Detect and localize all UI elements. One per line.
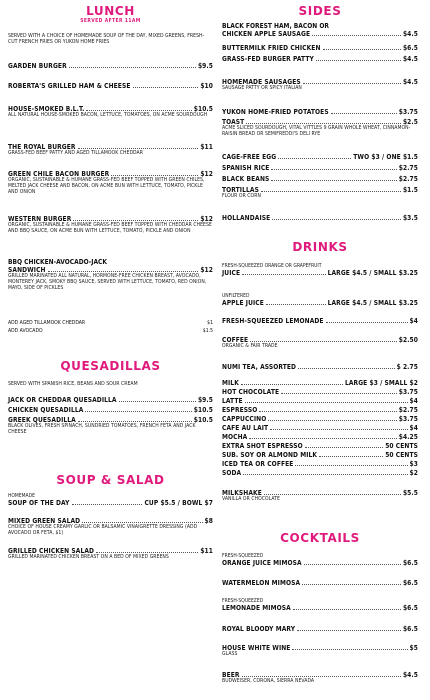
item-name: LEMONADE MIMOSA bbox=[222, 604, 291, 612]
menu-item-soup-of-the-day bbox=[8, 493, 213, 507]
item-description: SAUSAGE PATTY OR SPICY ITALIAN bbox=[222, 85, 302, 91]
side-buttermilk-chicken bbox=[222, 44, 418, 52]
item-name-line1: BBQ CHICKEN-AVOCADO-JACK bbox=[8, 258, 108, 266]
item-price: $5.5 bbox=[402, 489, 418, 497]
item-prefix: FRESH-SQUEEZED ORANGE OR GRAPEFRUIT bbox=[222, 263, 322, 269]
lunch-intro: SERVED WITH A CHOICE OF HOMEMADE SOUP OF THE DAY, MIXED GREENS, FRESH-CUT FRENCH FRIES OR YUKON HOME FRIES bbox=[8, 33, 205, 46]
item-name: FRESH-SQUEEZED LEMONADE bbox=[222, 317, 324, 325]
cocktail-house-white-wine bbox=[222, 644, 418, 658]
item-price: $3.75 bbox=[398, 415, 418, 423]
item-price: $10.5 bbox=[193, 416, 213, 424]
item-name: GARDEN BURGER bbox=[8, 62, 67, 70]
item-name: GREEN CHILE BACON BURGER bbox=[8, 170, 110, 178]
item-name: HOT CHOCOLATE bbox=[222, 388, 280, 396]
menu-item-garden-burger bbox=[8, 62, 213, 70]
item-prefix: HOMEMADE bbox=[8, 493, 35, 499]
item-price: $3.75 bbox=[398, 108, 418, 116]
drinks-heading: DRINKS bbox=[292, 240, 348, 254]
item-name: BEER bbox=[222, 671, 240, 679]
item-description: GRILLED MARINATED CHICKEN BREAST ON A BED OF MIXED GREENS bbox=[8, 554, 169, 560]
item-name: GREEK QUESADILLA bbox=[8, 416, 76, 424]
item-price: $2.5 bbox=[402, 118, 418, 126]
item-price: 50 CENTS bbox=[385, 442, 418, 450]
menu-item-green-chile-burger bbox=[8, 170, 213, 196]
item-name: YUKON HOME-FRIED POTATOES bbox=[222, 108, 329, 116]
drink-extra-shot bbox=[222, 442, 418, 450]
item-price: $4 bbox=[409, 397, 418, 405]
item-name: THE ROYAL BURGER bbox=[8, 143, 76, 151]
item-price: $ 2.75 bbox=[396, 363, 418, 371]
item-name: ORANGE JUICE MIMOSA bbox=[222, 559, 302, 567]
item-price: TWO $3 / ONE $1.5 bbox=[353, 153, 418, 161]
item-name: NUMI TEA, ASSORTED bbox=[222, 363, 297, 371]
menu-item-greek-quesadilla bbox=[8, 416, 213, 436]
item-price: $6.5 bbox=[402, 604, 418, 612]
addon-name: ADD AVOCADO bbox=[8, 328, 43, 334]
item-price: $1.5 bbox=[402, 186, 418, 194]
item-name: ESPRESSO bbox=[222, 406, 258, 414]
side-grassfed-patty bbox=[222, 55, 418, 63]
cocktail-lemonade-mimosa bbox=[222, 598, 418, 612]
quesadillas-heading: QUESADILLAS bbox=[60, 359, 161, 373]
lunch-heading: LUNCH bbox=[86, 4, 135, 18]
item-price: $6.5 bbox=[402, 625, 418, 633]
item-price: $4.5 bbox=[402, 55, 418, 63]
item-name: GRASS-FED BURGER PATTY bbox=[222, 55, 314, 63]
item-price: LARGE $3 / SMALL $2 bbox=[344, 379, 418, 387]
item-price: $12 bbox=[200, 170, 213, 178]
item-name: JUICE bbox=[222, 269, 241, 277]
item-price: $2.75 bbox=[398, 164, 418, 172]
item-price: $9.5 bbox=[197, 396, 213, 404]
item-description: ACME SLICED SOURDOUGH, VITAL VITTLES 9 GRAIN WHOLE WHEAT, CINNAMON-RAISIN BREAD OR SEMIFREDDI'S DELI RYE bbox=[222, 125, 411, 137]
item-name: APPLE JUICE bbox=[222, 299, 264, 307]
item-name: BUTTERMILK FRIED CHICKEN bbox=[222, 44, 321, 52]
side-cage-free-egg bbox=[222, 153, 418, 161]
item-description: VANILLA OR CHOCOLATE bbox=[222, 496, 280, 502]
drink-orange-juice bbox=[222, 263, 418, 277]
item-prefix: FRESH-SQUEEZED bbox=[222, 553, 264, 559]
item-name: COFFEE bbox=[222, 336, 249, 344]
item-description: ORGANIC & FAIR TRADE bbox=[222, 343, 278, 349]
item-name: MILKSHAKE bbox=[222, 489, 262, 497]
item-price: $6.5 bbox=[402, 559, 418, 567]
item-name: CAFE AU LAIT bbox=[222, 424, 269, 432]
drink-coffee bbox=[222, 336, 418, 350]
item-name: HOLLANDAISE bbox=[222, 214, 271, 222]
item-name: TORTILLAS bbox=[222, 186, 259, 194]
item-description: ORGANIC, SUSTAINABLE & HUMANE GRASS-FED BEEF TOPPED WITH GREEN CHILES, MELTED JACK CHEESE AND BACON, ON ACME BUN WITH LETTUCE, TOMATO, PICKLE AND ONION bbox=[8, 177, 205, 195]
drink-mocha bbox=[222, 433, 418, 441]
soup-salad-heading: SOUP & SALAD bbox=[56, 473, 165, 487]
side-toast bbox=[222, 118, 418, 138]
item-description: ALL NATURAL HOUSE-SMOKED BACON, LETTUCE, TOMATOES, ON ACME SOURDOUGH bbox=[8, 112, 208, 118]
item-prefix: FRESH-SQUEEZED bbox=[222, 598, 264, 604]
item-price: $2.75 bbox=[398, 406, 418, 414]
addon-name: ADD AGED TILLAMOOK CHEDDAR bbox=[8, 320, 86, 326]
drink-cappuccino bbox=[222, 415, 418, 423]
addon-avocado bbox=[8, 328, 213, 334]
drink-milkshake bbox=[222, 489, 418, 503]
item-price: $4.5 bbox=[402, 671, 418, 679]
cocktail-oj-mimosa bbox=[222, 553, 418, 567]
cocktail-watermelon-mimosa bbox=[222, 579, 418, 587]
item-name: EXTRA SHOT ESPRESSO bbox=[222, 442, 303, 450]
item-price: $4 bbox=[409, 317, 418, 325]
drink-soda bbox=[222, 469, 418, 477]
drink-iced-tea-coffee bbox=[222, 460, 418, 468]
item-price: $3.75 bbox=[398, 388, 418, 396]
addon-price: $1.5 bbox=[202, 328, 213, 334]
item-name: CAGE-FREE EGG bbox=[222, 153, 277, 161]
menu-item-mixed-green-salad bbox=[8, 517, 213, 537]
addon-price: $1 bbox=[207, 320, 213, 326]
item-name-line1: BLACK FOREST HAM, BACON OR bbox=[222, 22, 329, 30]
item-name: SODA bbox=[222, 469, 242, 477]
cocktails-heading: COCKTAILS bbox=[280, 531, 360, 545]
item-name: MILK bbox=[222, 379, 239, 387]
item-price: $10 bbox=[200, 82, 213, 90]
item-name: SPANISH RICE bbox=[222, 164, 270, 172]
item-name: SOUP OF THE DAY bbox=[8, 499, 70, 507]
item-price: $11 bbox=[200, 143, 213, 151]
item-price: $4.5 bbox=[402, 78, 418, 86]
item-price: $3 bbox=[409, 460, 418, 468]
menu-item-blt bbox=[8, 105, 213, 119]
drink-milk bbox=[222, 379, 418, 387]
item-name: WESTERN BURGER bbox=[8, 215, 72, 223]
item-name: TOAST bbox=[222, 118, 245, 126]
item-price: $2.75 bbox=[398, 175, 418, 183]
item-description: ORGANIC, SUSTAINABLE & HUMANE GRASS-FED BEEF TOPPED WITH CHEDDAR CHEESE AND BBQ SAUCE, ON ACME BUN WITH LETTUCE, TOMATO, PICKLE AND ONION bbox=[8, 222, 212, 234]
item-name: JACK OR CHEDDAR QUESADILLA bbox=[8, 396, 117, 404]
item-name: SUB. SOY OR ALMOND MILK bbox=[222, 451, 318, 459]
item-name-line2: SANDWICH bbox=[8, 266, 46, 274]
side-black-forest-ham bbox=[222, 22, 418, 38]
menu-item-jack-quesadilla bbox=[8, 396, 213, 404]
item-price: $11 bbox=[200, 547, 213, 555]
menu-item-royal-burger bbox=[8, 143, 213, 157]
item-price: $4 bbox=[409, 424, 418, 432]
menu-item-grilled-ham-cheese bbox=[8, 82, 213, 90]
item-prefix: UNFILTERED bbox=[222, 293, 250, 299]
item-price: $4.5 bbox=[402, 30, 418, 38]
item-description: CHOICE OF HOUSE CREAMY GARLIC OR BALSAMIC VINAIGRETTE DRESSING (ADD AVOCADO OR FETA, $1) bbox=[8, 524, 198, 536]
item-name: GRILLED CHICKEN SALAD bbox=[8, 547, 95, 555]
side-tortillas bbox=[222, 186, 418, 200]
item-name: ICED TEA OR COFFEE bbox=[222, 460, 294, 468]
item-price: $10.5 bbox=[193, 105, 213, 113]
menu-item-bbq-chicken-sandwich bbox=[8, 258, 213, 292]
cocktail-beer bbox=[222, 671, 418, 685]
drink-espresso bbox=[222, 406, 418, 414]
menu-item-grilled-chicken-salad bbox=[8, 547, 213, 561]
side-yukon-potatoes bbox=[222, 108, 418, 116]
addon-cheddar bbox=[8, 320, 213, 326]
item-price: $2 bbox=[409, 469, 418, 477]
item-name: LATTE bbox=[222, 397, 243, 405]
drink-lemonade bbox=[222, 317, 418, 325]
item-price: $4.25 bbox=[398, 433, 418, 441]
item-name: HOMEMADE SAUSAGES bbox=[222, 78, 301, 86]
item-price: $5 bbox=[409, 644, 418, 652]
item-price: $3.5 bbox=[402, 214, 418, 222]
drink-hot-chocolate bbox=[222, 388, 418, 396]
item-price: $10.5 bbox=[193, 406, 213, 414]
item-price: LARGE $4.5 / SMALL $3.25 bbox=[327, 269, 418, 277]
item-description: BLACK OLIVES, FRESH SPINACH, SUNDRIED TOMATOES, FRENCH FETA AND JACK CHEESE bbox=[8, 423, 196, 435]
item-name: CHICKEN APPLE SAUSAGE bbox=[222, 30, 311, 38]
item-description: GRILLED MARINATED ALL NATURAL, HORMONE-FREE CHICKEN BREAST, AVOCADO, MONTEREY JACK, SMOKY BBQ SAUCE, SERVED WITH LETTUCE, TOMATO, RED ONION, MAYO, SIDE OF PICKLES bbox=[8, 273, 207, 291]
item-name: ROYAL BLOODY MARY bbox=[222, 625, 296, 633]
item-price: $8 bbox=[204, 517, 213, 525]
menu-item-western-burger bbox=[8, 215, 213, 235]
drink-numi-tea bbox=[222, 363, 418, 371]
item-name: MIXED GREEN SALAD bbox=[8, 517, 81, 525]
item-name: HOUSE-SMOKED B.L.T. bbox=[8, 105, 85, 113]
item-price: $6.5 bbox=[402, 44, 418, 52]
item-name: CAPPUCCINO bbox=[222, 415, 267, 423]
quesadillas-intro: SERVED WITH SPANISH RICE, BEANS AND SOUR CREAM bbox=[8, 381, 138, 387]
side-spanish-rice bbox=[222, 164, 418, 172]
side-hollandaise bbox=[222, 214, 418, 222]
item-name: CHICKEN QUESADILLA bbox=[8, 406, 84, 414]
item-name: BLACK BEANS bbox=[222, 175, 270, 183]
drink-latte bbox=[222, 397, 418, 405]
item-description: GLASS bbox=[222, 651, 238, 657]
drink-cafe-au-lait bbox=[222, 424, 418, 432]
sides-heading: SIDES bbox=[298, 4, 342, 18]
item-name: WATERMELON MIMOSA bbox=[222, 579, 301, 587]
item-price: LARGE $4.5 / SMALL $3.25 bbox=[327, 299, 418, 307]
cocktail-royal-bloody-mary bbox=[222, 625, 418, 633]
item-price: 50 CENTS bbox=[385, 451, 418, 459]
menu-item-chicken-quesadilla bbox=[8, 406, 213, 414]
item-price: $12 bbox=[200, 266, 213, 274]
lunch-subtitle: SERVED AFTER 11AM bbox=[80, 18, 141, 24]
item-name: HOUSE WHITE WINE bbox=[222, 644, 291, 652]
item-name: ROBERTA'S GRILLED HAM & CHEESE bbox=[8, 82, 131, 90]
item-price: $12 bbox=[200, 215, 213, 223]
item-description: BUDWEISER, CORONA, SIERRA NEVADA bbox=[222, 678, 315, 684]
item-price: $2.50 bbox=[398, 336, 418, 344]
item-price: $6.5 bbox=[402, 579, 418, 587]
item-description: FLOUR OR CORN bbox=[222, 193, 261, 199]
side-black-beans bbox=[222, 175, 418, 183]
item-price: CUP $5.5 / BOWL $7 bbox=[144, 499, 213, 507]
item-price: $9.5 bbox=[197, 62, 213, 70]
item-description: GRASS-FED BEEF PATTY AND AGED TILLAMOOK CHEDDAR bbox=[8, 150, 143, 156]
drink-apple-juice bbox=[222, 293, 418, 307]
item-name: MOCHA bbox=[222, 433, 248, 441]
side-homemade-sausages bbox=[222, 78, 418, 92]
drink-soy-almond-milk bbox=[222, 451, 418, 459]
